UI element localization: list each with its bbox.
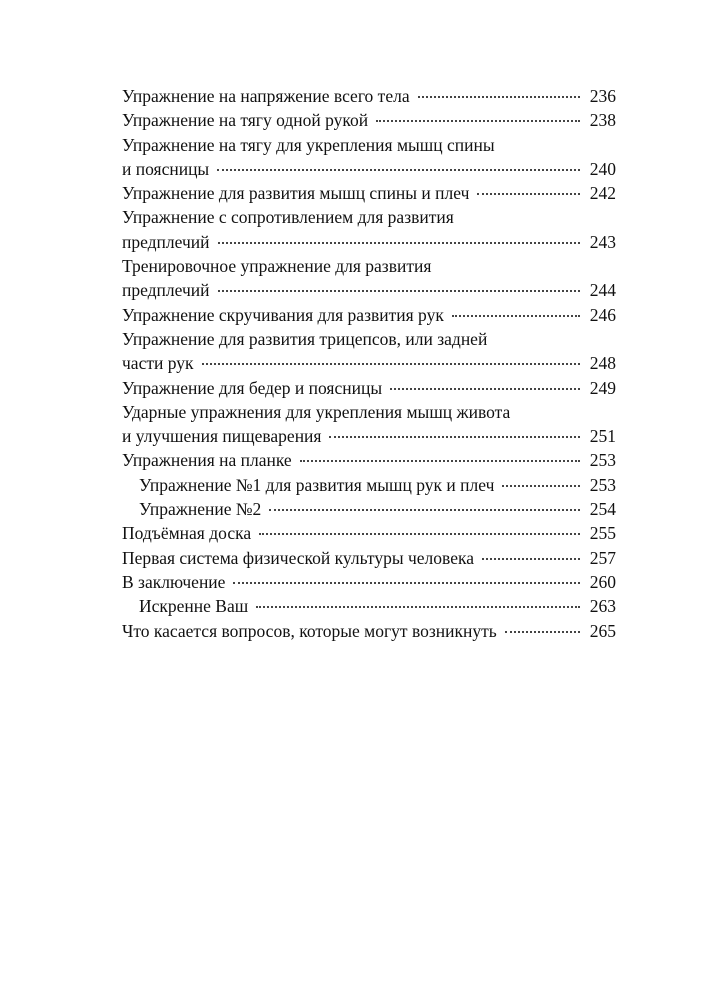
toc-entry-last-line <box>122 594 616 618</box>
toc-entry-last-line <box>122 473 616 497</box>
page-number: 243 <box>589 231 616 252</box>
dot-leader <box>418 101 580 102</box>
page-number: 254 <box>589 499 616 520</box>
dot-leader <box>505 636 580 637</box>
toc-entry-last-line <box>122 278 616 302</box>
toc-entry-title: предплечий <box>122 231 210 252</box>
toc-entry <box>122 448 616 472</box>
page-number: 257 <box>589 547 616 568</box>
toc-entry <box>122 254 616 303</box>
toc-entry-title: Упражнение для бедер и поясницы <box>122 377 383 398</box>
toc-entry-title: Что касается вопросов, которые могут возникнуть <box>122 620 497 641</box>
toc-entry-title: предплечий <box>122 280 210 301</box>
page-number: 253 <box>589 474 616 495</box>
dot-leader <box>502 490 580 491</box>
toc-entry-last-line <box>122 230 616 254</box>
toc-entry-last-line <box>122 181 616 205</box>
toc-entry-last-line <box>122 619 616 643</box>
toc-entry-title-line: Ударные упражнения для укрепления мышц живота <box>122 401 511 422</box>
dot-leader <box>482 563 580 564</box>
toc-entry <box>122 594 616 618</box>
toc-entry-title: и поясницы <box>122 158 210 179</box>
dot-leader <box>390 393 580 394</box>
toc-entry <box>122 497 616 521</box>
page-number: 248 <box>589 353 616 374</box>
toc-entry <box>122 473 616 497</box>
toc-entry <box>122 303 616 327</box>
dot-leader <box>218 295 580 296</box>
toc-entry-title-line: Упражнение для развития трицепсов, или задней <box>122 328 488 349</box>
page-number: 236 <box>589 86 616 106</box>
toc-entry-last-line <box>122 521 616 545</box>
toc-entry <box>122 181 616 205</box>
toc-entry <box>122 400 616 449</box>
toc-entry-last-line <box>122 570 616 594</box>
page-number: 244 <box>589 280 616 301</box>
toc-entry-last-line <box>122 351 616 375</box>
page-number: 240 <box>589 158 616 179</box>
dot-leader <box>300 465 580 466</box>
toc-entry <box>122 327 616 376</box>
page-number: 242 <box>589 183 616 204</box>
toc-entry <box>122 619 616 643</box>
page-number: 249 <box>589 377 616 398</box>
toc-entry <box>122 205 616 254</box>
dot-leader <box>477 198 580 199</box>
toc-entry-last-line <box>122 376 616 400</box>
toc-entry <box>122 546 616 570</box>
page-number: 251 <box>589 426 616 447</box>
dot-leader <box>452 320 580 321</box>
page-number: 255 <box>589 523 616 544</box>
toc-entry <box>122 521 616 545</box>
toc-entry-last-line <box>122 303 616 327</box>
toc-entry-last-line <box>122 108 616 132</box>
toc-entry-title: части рук <box>122 353 194 374</box>
page-number: 253 <box>589 450 616 471</box>
toc-entry-last-line <box>122 157 616 181</box>
toc-entry-title: Упражнение на тягу одной рукой <box>122 110 369 131</box>
dot-leader <box>259 538 580 539</box>
table-of-contents <box>122 84 616 643</box>
toc-entry-title: Упражнение для развития мышц спины и плеч <box>122 183 470 204</box>
toc-entry <box>122 108 616 132</box>
toc-entry-last-line <box>122 448 616 472</box>
dot-leader <box>376 125 580 126</box>
dot-leader <box>217 174 580 175</box>
page-number: 265 <box>589 620 616 641</box>
toc-entry-title: Упражнение №1 для развития мышц рук и плеч <box>139 474 495 495</box>
dot-leader <box>202 368 581 369</box>
toc-entry <box>122 570 616 594</box>
page-number: 238 <box>589 110 616 131</box>
toc-entry-last-line <box>122 84 616 108</box>
page-number: 263 <box>589 596 616 617</box>
toc-entry-last-line <box>122 497 616 521</box>
dot-leader <box>329 441 580 442</box>
dot-leader <box>233 587 580 588</box>
toc-entry-title: и улучшения пищеварения <box>122 426 322 447</box>
toc-entry-title: Первая система физической культуры человека <box>122 547 474 568</box>
toc-entry-title-line: Упражнение с сопротивлением для развития <box>122 207 454 228</box>
toc-entry-title-line: Упражнение на тягу для укрепления мышц спины <box>122 134 495 155</box>
toc-entry-title: В заключение <box>122 571 226 592</box>
page-number: 246 <box>589 304 616 325</box>
toc-entry-title: Искренне Ваш <box>139 596 249 617</box>
toc-entry-title-line: Тренировочное упражнение для развития <box>122 256 432 277</box>
toc-entry <box>122 84 616 108</box>
dot-leader <box>269 514 580 515</box>
dot-leader <box>256 611 580 612</box>
toc-entry-last-line <box>122 424 616 448</box>
toc-entry-title: Упражнение №2 <box>139 499 262 520</box>
toc-entry-title: Упражнения на планке <box>122 450 292 471</box>
toc-entry <box>122 133 616 182</box>
toc-entry-title: Упражнение скручивания для развития рук <box>122 304 444 325</box>
toc-entry <box>122 376 616 400</box>
toc-entry-title: Упражнение на напряжение всего тела <box>122 86 410 106</box>
toc-entry-last-line <box>122 546 616 570</box>
page-number: 260 <box>589 571 616 592</box>
toc-entry-title: Подъёмная доска <box>122 523 252 544</box>
dot-leader <box>218 247 580 248</box>
